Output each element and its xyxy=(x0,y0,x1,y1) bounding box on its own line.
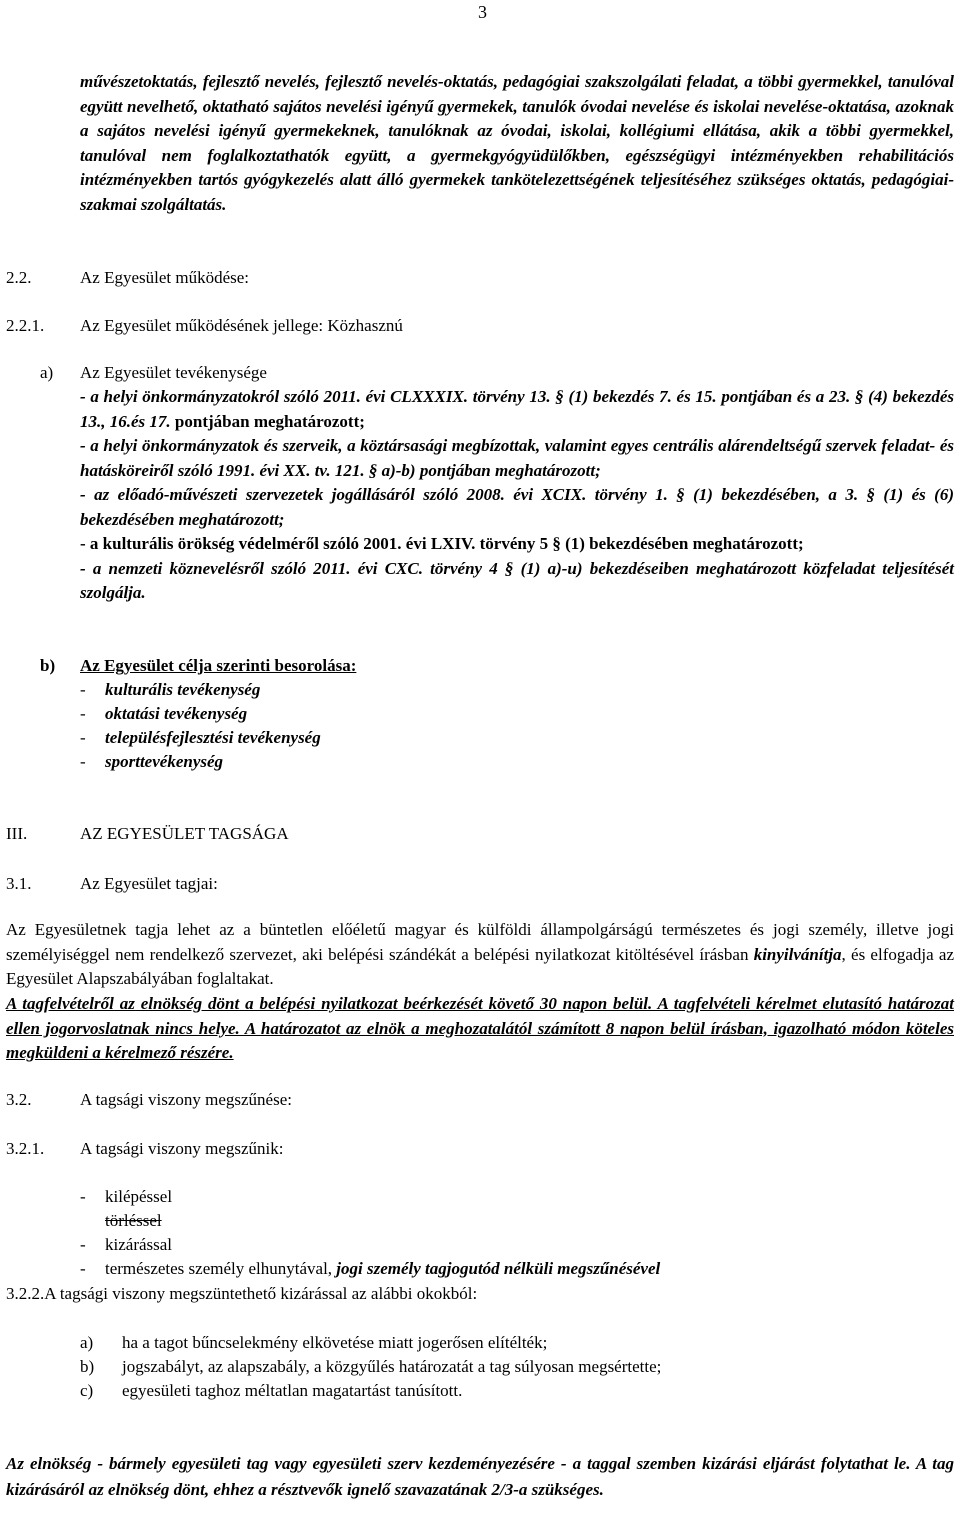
section-3-2 xyxy=(6,1088,292,1112)
section-number: 3.2.1. xyxy=(6,1139,45,1158)
item-label: a) xyxy=(40,363,54,382)
law-line-1-text: - a helyi önkormányzatokról szóló 2011. évi CLXXXIX. törvény 13. § (1) bekezdés 7. és 15. pontjában és a 23. § (4) bekezdés 13., 16.és 17. xyxy=(80,387,954,431)
section-2-2-1 xyxy=(6,314,403,338)
page-number: 3 xyxy=(478,2,487,22)
section-title: A tagsági viszony megszűnése: xyxy=(80,1090,292,1109)
section-title: Az Egyesület működésének jellege: Közhasznú xyxy=(80,316,403,335)
item-label: b) xyxy=(40,656,56,675)
category-list xyxy=(80,678,321,774)
section-3-2-1 xyxy=(6,1137,284,1161)
law-line-4: - a kulturális örökség védelméről szóló 2001. évi LXIV. törvény 5 § (1) bekezdésében meghatározott; xyxy=(80,534,804,553)
termination-list xyxy=(80,1185,660,1281)
section-title: Az Egyesület működése: xyxy=(80,268,250,287)
intro-text-b: nem foglalkoztathatók együtt, a gyermekgyógyüdülőkben, egészségügyi intézményekben rehabilitációs intézményekben tartós gyógykezelés alatt álló gyermekek tankötelezettségének teljesítéséhez szükséges oktatás, pedagógiai-szakmai szolgáltatás. xyxy=(80,145,954,214)
termination-item-struck: törléssel xyxy=(105,1211,162,1230)
law-line-5: - a nemzeti köznevelésről szóló 2011. évi CXC. törvény 4 § (1) a)-u) bekezdéseiben meghatározott közfeladat teljesítését szolgálja. xyxy=(80,558,954,602)
section-number: III. xyxy=(6,824,28,843)
section-title: Az Egyesület tagjai: xyxy=(80,874,218,893)
termination-item: - kilépéssel xyxy=(80,1187,173,1206)
section-number: 3.1. xyxy=(6,874,32,893)
item-a-heading xyxy=(40,361,267,385)
section-3-2-2: 3.2.2.A tagsági viszony megszüntethető kizárással az alábbi okokból: xyxy=(6,1284,478,1303)
section-number: 2.2. xyxy=(6,268,32,287)
reason-item: b) jogszabályt, az alapszabály, a közgyűlés határozatát a tag súlyosan megsértette; xyxy=(80,1357,662,1376)
final-paragraph: Az elnökség - bármely egyesületi tag vagy egyesületi szerv kezdeményezésére - a taggal szemben kizárási eljárást folytathat le. A tag kizárásáról az elnökség dönt, ehhez a résztvevők ignelő szavazatának 2/3-a szükséges. xyxy=(6,1454,954,1499)
reason-item: c) egyesületi taghoz méltatlan magatartást tanúsított. xyxy=(80,1381,463,1400)
emphasis: kinyilvánítja xyxy=(753,944,842,964)
section-3-1 xyxy=(6,872,218,896)
section-number: 3.2. xyxy=(6,1090,32,1109)
reason-item: a) ha a tagot bűncselekmény elkövetése miatt jogerősen elítélték; xyxy=(80,1333,548,1352)
section-title: AZ EGYESÜLET TAGSÁGA xyxy=(80,824,289,843)
admission-paragraph: A tagfelvételről az elnökség dönt a belépési nyilatkozat beérkezését követő 30 napon belül. A tagfelvételi kérelmet elutasító határozat ellen jogorvoslatnak nincs helye. A határozatot az elnök a meghozatalától számított 8 napon belül írásban, igazolható módon köteles megküldeni a kérelmező részére. xyxy=(6,994,954,1062)
section-2-2 xyxy=(6,266,249,290)
section-III xyxy=(6,822,289,846)
termination-item: - kizárással xyxy=(80,1235,173,1254)
category-item: - kulturális tevékenység xyxy=(80,680,261,699)
section-number: 2.2.1. xyxy=(6,316,45,335)
law-line-1 xyxy=(80,385,954,434)
intro-paragraph xyxy=(80,70,954,217)
item-a-body xyxy=(80,385,954,606)
category-item: - sporttevékenység xyxy=(80,752,224,771)
item-title: Az Egyesület tevékenysége xyxy=(80,363,267,382)
termination-item: - természetes személy elhunytával, jogi személy tagjogutód nélküli megszűnésével xyxy=(80,1259,661,1278)
intro-text-a: művészetoktatás, fejlesztő nevelés, fejlesztő nevelés-oktatás, pedagógiai szakszolgálati feladat, a többi gyermekkel, tanulóval együtt nevelhető, oktatható sajátos nevelési igényű gyermekek, tanulók óvodai nevelése és iskolai nevelése-oktatása, azoknak a sajátos nevelési igényű gyermekeknek, tanulóknak az óvodai, iskolai, kollégiumi ellátása, akik a többi gyermekkel, tanulóval xyxy=(80,72,954,165)
law-line-2: - a helyi önkormányzatok és szerveik, a köztársasági megbízottak, valamint egyes centrális alárendeltségű szervek feladat- és hatásköreiről szóló 1991. évi XX. tv. 121. § a)-b) pontjában meghatározott; xyxy=(80,436,954,480)
law-line-1-end: pontjában meghatározott; xyxy=(170,411,365,431)
category-item: - oktatási tevékenység xyxy=(80,704,248,723)
law-line-3: - az előadó-művészeti szervezetek jogállásáról szóló 2008. évi XCIX. törvény 1. § (1) bekezdésében, a 3. § (1) és (6) bekezdésében meghatározott; xyxy=(80,485,954,529)
section-title: A tagsági viszony megszűnik: xyxy=(80,1139,284,1158)
category-item: - településfejlesztési tevékenység xyxy=(80,728,321,747)
item-b-heading xyxy=(40,654,356,678)
item-title: Az Egyesület célja szerinti besorolása: xyxy=(80,656,357,675)
membership-paragraph: Az Egyesületnek tagja lehet az a büntetlen előéletű magyar és külföldi állampolgárságú természetes és jogi személy, illetve jogi személyiséggel nem rendelkező szervezet, aki belépési szándékát a belépési nyilatkozat kitöltésével írásban kinyilvánítja, és elfogadja az Egyesület Alapszabályában foglaltakat. xyxy=(6,920,954,988)
exclusion-reasons xyxy=(80,1331,661,1403)
